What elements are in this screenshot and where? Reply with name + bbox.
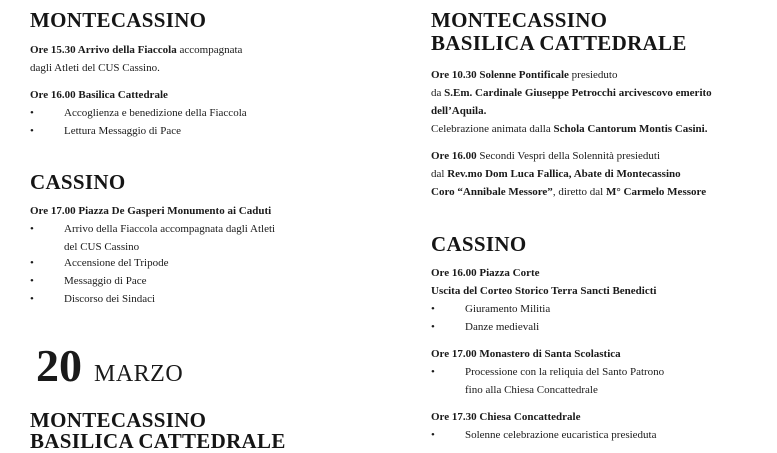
event-line: Uscita del Corteo Storico Terra Sancti Benedicti [431,285,657,297]
event-line [431,66,617,84]
text-span: Rev.mo Dom Luca Fallica, Abate di Montecassino [447,168,681,180]
event-line [431,84,712,102]
list-item [431,426,657,444]
text-span: Ore 10.30 Solenne Pontificale [431,69,569,81]
text-span: Solenne celebrazione eucaristica presieduta [465,429,657,441]
date-month: MARZO [94,361,184,387]
event-title: Ore 17.00 Piazza De Gasperi Monumento ai Caduti [30,205,272,217]
list-item [30,290,155,308]
text-span: Celebrazione animata dalla [431,123,554,135]
event-title: Ore 16.00 Piazza Corte [431,267,540,279]
text-span: accompagnata [176,44,243,56]
text-span: da [431,87,445,99]
text-span: , diretto dal [552,186,606,198]
text-span: Messaggio di Pace [64,275,147,287]
list-item [30,254,168,272]
text-span: M° Carmelo Messore [605,186,707,198]
text-span: dal [431,168,448,180]
event-line [30,41,242,59]
date-day: 20 [36,340,82,391]
event-title: Ore 16.00 Basilica Cattedrale [30,89,168,101]
section-heading-cassino: CASSINO [431,232,527,256]
text-span: Giuramento Militia [465,303,551,315]
bullet-icon: • [30,125,34,137]
section-heading-montecassino: MONTECASSINO [30,8,207,32]
bullet-icon: • [30,223,34,235]
event-line [431,120,708,138]
list-item-continuation: fino alla Chiesa Concattedrale [465,384,598,396]
event-line [431,165,681,183]
bullet-icon: • [431,303,435,315]
section-heading-montecassino: MONTECASSINO [431,8,608,32]
event-title: Ore 17.00 Monastero di Santa Scolastica [431,348,621,360]
text-span: Danze medievali [465,321,540,333]
list-item [30,104,247,122]
date-heading [36,340,184,391]
bullet-icon: • [30,293,34,305]
text-span: Lettura Messaggio di Pace [64,125,181,137]
text-span: Ore 16.00 [431,150,477,162]
text-span: S.Em. Cardinale Giuseppe Petrocchi arcivescovo emerito [444,87,712,99]
list-item [431,318,539,336]
section-heading-basilica-2: BASILICA CATTEDRALE [30,429,286,453]
text-span: Arrivo della Fiaccola accompagnata dagli Atleti [64,223,276,235]
bullet-icon: • [431,366,435,378]
text-span: Accensione del Tripode [64,257,169,269]
text-span: Secondi Vespri della Solennità presieduti [476,150,661,162]
event-line [431,147,660,165]
list-item [431,363,664,381]
bullet-icon: • [431,429,435,441]
text-span: presieduto [568,69,618,81]
list-item [30,220,275,238]
event-title: Ore 17.30 Chiesa Concattedrale [431,411,581,423]
section-heading-cassino: CASSINO [30,170,126,194]
text-span: Coro “Annibale Messore” [431,186,553,198]
bullet-icon: • [431,321,435,333]
text-span: Accoglienza e benedizione della Fiaccola [64,107,247,119]
list-item [30,122,181,140]
section-heading-basilica: BASILICA CATTEDRALE [431,31,687,55]
bullet-icon: • [30,275,34,287]
list-item [431,300,550,318]
text-span: Processione con la reliquia del Santo Patrono [465,366,665,378]
list-item-continuation: del CUS Cassino [64,241,140,253]
event-line: dagli Atleti del CUS Cassino. [30,62,160,74]
text-span: Ore 15.30 Arrivo della Fiaccola [30,44,177,56]
list-item [30,272,146,290]
event-line [431,183,706,201]
text-span: Discorso dei Sindaci [64,293,156,305]
text-span: Schola Cantorum Montis Casini. [553,123,708,135]
section-heading-montecassino-2: MONTECASSINO [30,408,207,432]
bullet-icon: • [30,257,34,269]
bullet-icon: • [30,107,34,119]
event-line: dell’Aquila. [431,105,487,117]
